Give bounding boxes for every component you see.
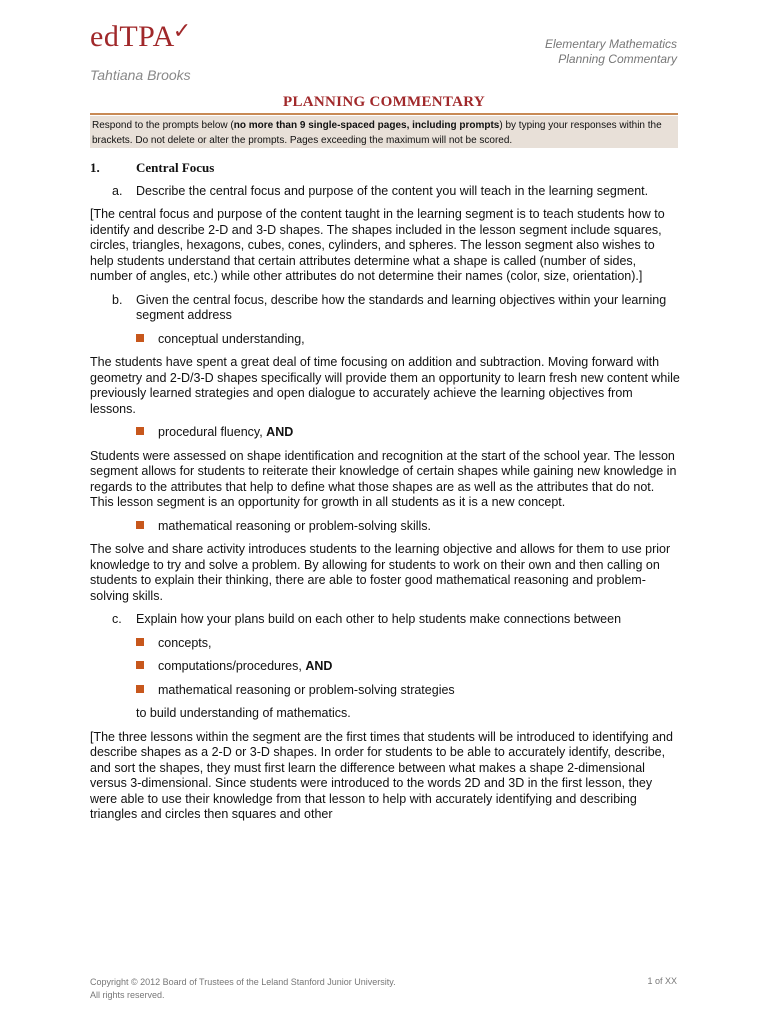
subject-line: Elementary Mathematics: [544, 37, 677, 51]
instructions-bold: no more than 9 single-spaced pages, including prompts: [233, 120, 500, 131]
prompt-a: [90, 184, 680, 200]
rights-text: All rights reserved.: [90, 990, 165, 1000]
author-name: Tahtiana Brooks: [90, 67, 191, 83]
copyright-text: Copyright © 2012 Board of Trustees of the Leland Stanford Junior University.: [90, 977, 396, 987]
section-heading: [90, 160, 680, 176]
square-bullet-icon: [136, 685, 144, 693]
footer-copyright: [90, 976, 396, 1002]
instructions-box: [90, 116, 678, 148]
edtpa-logo: edTPA✓: [90, 18, 192, 53]
bullet-item: conceptual understanding,: [90, 332, 680, 348]
commentary-body: [90, 160, 680, 831]
prompt-c: [90, 612, 680, 628]
checkmark-icon: ✓: [172, 18, 192, 43]
bullet-item: concepts,: [90, 636, 680, 652]
bullet-item: computations/procedures, AND: [90, 659, 680, 675]
section-title: Central Focus: [136, 160, 215, 175]
square-bullet-icon: [136, 661, 144, 669]
bullet-item: procedural fluency, AND: [90, 425, 680, 441]
prompt-b: [90, 293, 680, 324]
section-number: 1.: [90, 160, 100, 175]
page-number: 1 of XX: [647, 976, 677, 986]
response-b3[interactable]: The solve and share activity introduces students to the learning objective and allows for them to use prior knowledge to try and solve a problem. By allowing for students to work on their own and then calling on students to explain their thinking, there are able to foster good mathematical reasoning and problem-solving skills.: [90, 542, 671, 603]
prompt-text: Given the central focus, describe how the standards and learning objectives within your learning segment address: [136, 292, 667, 322]
square-bullet-icon: [136, 427, 144, 435]
subject-header: [545, 37, 677, 67]
prompt-c-tail: to build understanding of mathematics.: [136, 706, 351, 720]
prompt-letter: c.: [112, 612, 122, 626]
prompt-letter: b.: [112, 292, 123, 307]
square-bullet-icon: [136, 638, 144, 646]
title-divider: [90, 113, 678, 115]
instructions-post: ) by typing your responses within the brackets. Do not delete or alter the prompts. Pages exceeding the maximum will not be scored.: [92, 120, 662, 146]
instructions-pre: Respond to the prompts below (: [92, 120, 234, 131]
prompt-text: Explain how your plans build on each other to help students make connections between: [136, 612, 622, 626]
square-bullet-icon: [136, 521, 144, 529]
page-title: PLANNING COMMENTARY: [283, 94, 485, 110]
bullet-item: mathematical reasoning or problem-solving strategies: [90, 683, 680, 699]
response-a[interactable]: [The central focus and purpose of the content taught in the learning segment is to teach students how to identify and describe 2-D and 3-D shapes. The shapes included in the lesson segment include squares, circles, triangles, hexagons, cubes, cones, cylinders, and spheres. The lesson segment also wishes to help students understand that certain attributes determine what a shape is called (number of sides, number of angles, etc.) while other attributes do not determine their names (color, size, orientation).]: [90, 207, 665, 283]
prompt-letter: a.: [112, 183, 123, 198]
response-c[interactable]: [The three lessons within the segment are the first times that students will be introduced to identifying and describe shapes as a 2-D or 3-D shapes. In order for students to be able to accurately identify, describe, and sort the shapes, they must first learn the difference between what makes a shape 2-dimensional versus 3-dimensional. Since students were introduced to the words 2D and 3D in the first lesson, they were able to use their knowledge from that lesson to help with accurately identifying and describing triangles and circles then squares and other: [90, 729, 673, 821]
square-bullet-icon: [136, 334, 144, 342]
bullet-item: mathematical reasoning or problem-solving skills.: [90, 519, 680, 535]
response-b2[interactable]: Students were assessed on shape identification and recognition at the start of the school year. The lesson segment allows for students to reiterate their knowledge of certain shapes while gaining new knowledge in regards to the attributes that help to define what those shapes are as well as the attributes that do not. This lesson segment is an opportunity for growth in all students as it is a new concept.: [90, 448, 677, 509]
commentary-type-line: Planning Commentary: [558, 52, 677, 66]
response-b1[interactable]: The students have spent a great deal of time focusing on addition and subtraction. Moving forward with geometry and 2-D/3-D shapes specifically will provide them an opportunity to learn fresh new content while previously learned strategies and open dialogue to accurately achieve the learning objectives from lessons.: [90, 355, 680, 416]
prompt-text: Describe the central focus and purpose of the content you will teach in the learning segment.: [136, 183, 649, 198]
